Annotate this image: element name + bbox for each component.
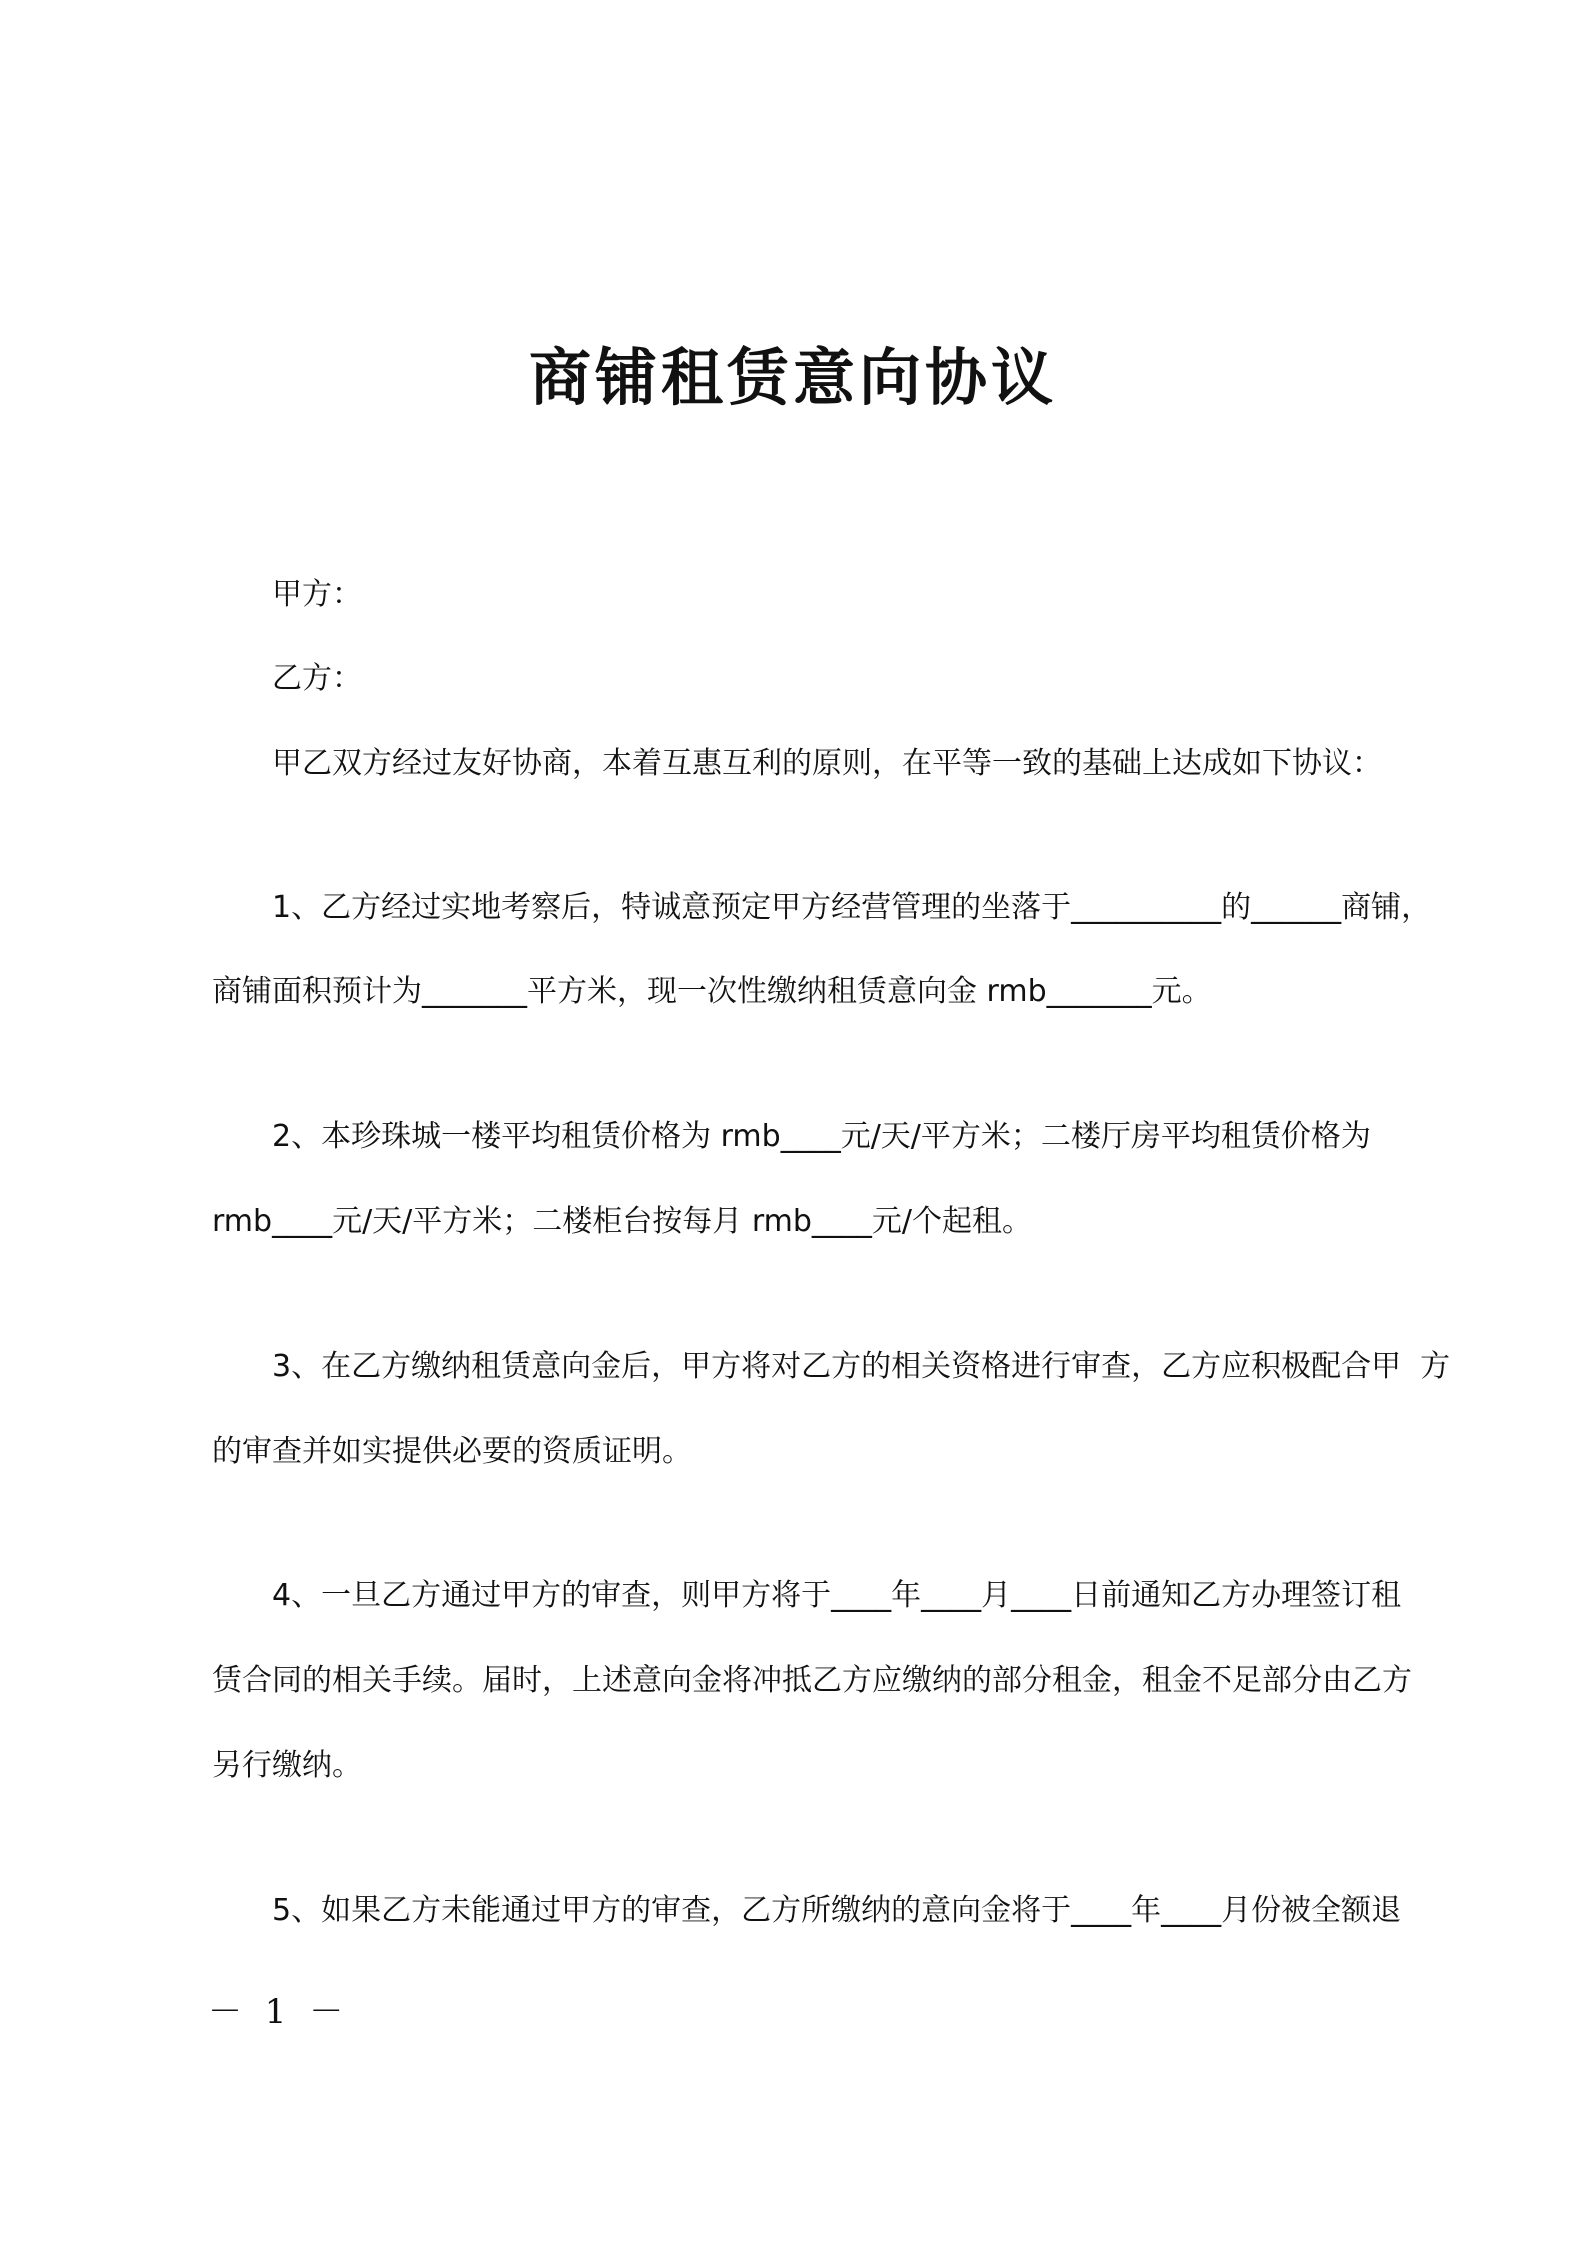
clause-line: 4、一旦乙方通过甲方的审查，则甲方将于____年____月____日前通知乙方办理签订租 (272, 1578, 1402, 1613)
party-b-label: 乙方： (272, 661, 362, 696)
clause-line: 1、乙方经过实地考察后，特诚意预定甲方经营管理的坐落于__________的______商铺， (272, 890, 1432, 925)
clause-line: 赁合同的相关手续。届时，上述意向金将冲抵乙方应缴纳的部分租金，租金不足部分由乙方 (212, 1663, 1412, 1698)
page-title: 商铺租赁意向协议 (528, 341, 1057, 414)
clause-line: 5、如果乙方未能通过甲方的审查，乙方所缴纳的意向金将于____年____月份被全额退 (272, 1893, 1402, 1928)
clause-line: 的审查并如实提供必要的资质证明。 (212, 1434, 692, 1469)
clause-line: rmb____元/天/平方米；二楼柜台按每月 rmb____元/个起租。 (212, 1204, 1033, 1239)
clause-line: 3、在乙方缴纳租赁意向金后，甲方将对乙方的相关资格进行审查，乙方应积极配合甲 方 (272, 1349, 1451, 1384)
preamble: 甲乙双方经过友好协商，本着互惠互利的原则，在平等一致的基础上达成如下协议： (272, 746, 1382, 781)
clause-line: 2、本珍珠城一楼平均租赁价格为 rmb____元/天/平方米；二楼厅房平均租赁价格为 (272, 1119, 1371, 1154)
clause-line: 另行缴纳。 (212, 1748, 362, 1783)
party-a-label: 甲方： (272, 577, 362, 612)
clause-line: 商铺面积预计为_______平方米，现一次性缴纳租赁意向金 rmb_______元。 (212, 974, 1212, 1009)
page-number: － 1 － (208, 1992, 350, 2032)
